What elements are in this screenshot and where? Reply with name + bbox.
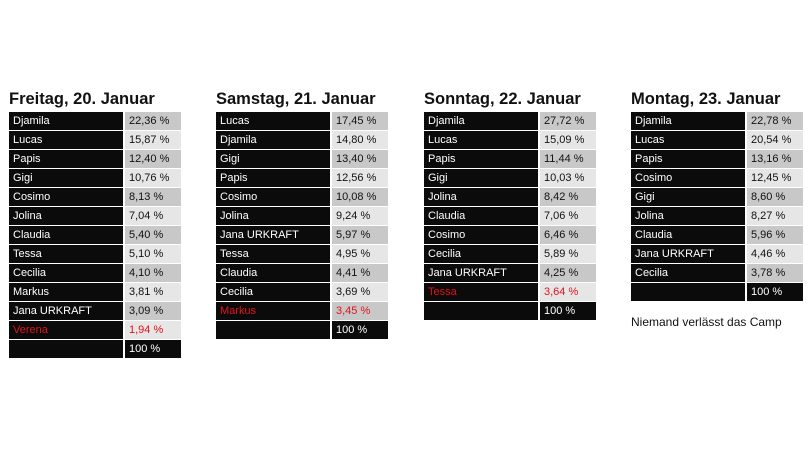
vote-percentage: 5,97 %: [332, 226, 388, 245]
vote-percentage: 9,24 %: [332, 207, 388, 226]
vote-percentage: 5,10 %: [125, 245, 181, 264]
candidate-name: Djamila: [216, 131, 330, 150]
vote-percentage: 8,13 %: [125, 188, 181, 207]
table-row: [424, 150, 596, 169]
table-row: [9, 245, 181, 264]
candidate-name: Cosimo: [216, 188, 330, 207]
candidate-name: Jana URKRAFT: [216, 226, 330, 245]
table-row: [216, 283, 388, 302]
vote-percentage: 15,09 %: [540, 131, 596, 150]
candidate-name: Jolina: [216, 207, 330, 226]
table-row: [9, 131, 181, 150]
total-value: 100 %: [332, 321, 388, 340]
candidate-name: Claudia: [631, 226, 745, 245]
vote-percentage: 17,45 %: [332, 112, 388, 131]
candidate-name: Jana URKRAFT: [9, 302, 123, 321]
vote-percentage: 7,04 %: [125, 207, 181, 226]
day-title: Sonntag, 22. Januar: [424, 90, 581, 108]
candidate-name: Tessa: [9, 245, 123, 264]
candidate-name: Claudia: [216, 264, 330, 283]
candidate-name: Cosimo: [424, 226, 538, 245]
table-row: [631, 169, 803, 188]
vote-percentage: 12,40 %: [125, 150, 181, 169]
table-row: [631, 207, 803, 226]
candidate-name: Lucas: [631, 131, 745, 150]
table-row: [631, 150, 803, 169]
vote-percentage: 7,06 %: [540, 207, 596, 226]
candidate-name: Papis: [424, 150, 538, 169]
vote-percentage: 4,25 %: [540, 264, 596, 283]
vote-percentage: 11,44 %: [540, 150, 596, 169]
vote-percentage: 1,94 %: [125, 321, 181, 340]
table-row: [216, 131, 388, 150]
candidate-name: Cecilia: [9, 264, 123, 283]
vote-percentage: 10,03 %: [540, 169, 596, 188]
vote-percentage: 13,16 %: [747, 150, 803, 169]
total-row: [631, 283, 803, 302]
vote-rows: [216, 112, 388, 340]
vote-percentage: 12,56 %: [332, 169, 388, 188]
vote-percentage: 3,78 %: [747, 264, 803, 283]
table-row: [9, 283, 181, 302]
vote-percentage: 22,36 %: [125, 112, 181, 131]
table-row: [9, 321, 181, 340]
candidate-name: Jolina: [9, 207, 123, 226]
vote-percentage: 15,87 %: [125, 131, 181, 150]
table-row: [9, 207, 181, 226]
vote-percentage: 20,54 %: [747, 131, 803, 150]
table-row: [9, 169, 181, 188]
vote-percentage: 3,69 %: [332, 283, 388, 302]
candidate-name: Djamila: [424, 112, 538, 131]
table-row: [216, 112, 388, 131]
table-row: [424, 131, 596, 150]
table-row: [631, 112, 803, 131]
table-row: [216, 150, 388, 169]
candidate-name: Cosimo: [631, 169, 745, 188]
vote-percentage: 4,46 %: [747, 245, 803, 264]
candidate-name: Claudia: [9, 226, 123, 245]
vote-percentage: 13,40 %: [332, 150, 388, 169]
vote-rows: [631, 112, 803, 329]
total-row: [216, 321, 388, 340]
table-row: [216, 264, 388, 283]
vote-percentage: 4,95 %: [332, 245, 388, 264]
candidate-name: Djamila: [631, 112, 745, 131]
vote-percentage: 10,76 %: [125, 169, 181, 188]
table-row: [9, 226, 181, 245]
vote-percentage: 4,10 %: [125, 264, 181, 283]
total-blank-cell: [631, 283, 745, 302]
candidate-name: Lucas: [216, 112, 330, 131]
total-value: 100 %: [125, 340, 181, 359]
day-title: Montag, 23. Januar: [631, 90, 781, 108]
candidate-name: Verena: [9, 321, 123, 340]
candidate-name: Cosimo: [9, 188, 123, 207]
vote-percentage: 5,89 %: [540, 245, 596, 264]
candidate-name: Lucas: [9, 131, 123, 150]
candidate-name: Papis: [631, 150, 745, 169]
total-blank-cell: [9, 340, 123, 359]
table-row: [631, 245, 803, 264]
candidate-name: Gigi: [9, 169, 123, 188]
candidate-name: Claudia: [424, 207, 538, 226]
vote-percentage: 12,45 %: [747, 169, 803, 188]
day-title: Freitag, 20. Januar: [9, 90, 155, 108]
candidate-name: Jolina: [631, 207, 745, 226]
vote-percentage: 4,41 %: [332, 264, 388, 283]
table-row: [9, 302, 181, 321]
table-row: [424, 169, 596, 188]
table-row: [216, 207, 388, 226]
vote-percentage: 14,80 %: [332, 131, 388, 150]
vote-percentage: 22,78 %: [747, 112, 803, 131]
table-row: [216, 188, 388, 207]
candidate-name: Jolina: [424, 188, 538, 207]
table-row: [424, 207, 596, 226]
total-row: [424, 302, 596, 321]
vote-percentage: 5,40 %: [125, 226, 181, 245]
total-value: 100 %: [540, 302, 596, 321]
candidate-name: Papis: [9, 150, 123, 169]
day-table-freitag: [9, 90, 181, 359]
total-value: 100 %: [747, 283, 803, 302]
total-blank-cell: [216, 321, 330, 340]
day-table-sonntag: [424, 90, 596, 321]
vote-percentage: 8,60 %: [747, 188, 803, 207]
candidate-name: Djamila: [9, 112, 123, 131]
candidate-name: Papis: [216, 169, 330, 188]
table-row: [424, 245, 596, 264]
candidate-name: Tessa: [424, 283, 538, 302]
table-row: [216, 245, 388, 264]
day-title: Samstag, 21. Januar: [216, 90, 376, 108]
table-row: [216, 302, 388, 321]
vote-percentage: 6,46 %: [540, 226, 596, 245]
candidate-name: Cecilia: [424, 245, 538, 264]
day-table-samstag: [216, 90, 388, 340]
vote-percentage: 27,72 %: [540, 112, 596, 131]
vote-percentage: 3,45 %: [332, 302, 388, 321]
vote-rows: [424, 112, 596, 321]
total-row: [9, 340, 181, 359]
candidate-name: Cecilia: [631, 264, 745, 283]
table-row: [424, 283, 596, 302]
day-note: Niemand verlässt das Camp: [631, 315, 782, 329]
total-blank-cell: [424, 302, 538, 321]
vote-percentage: 3,81 %: [125, 283, 181, 302]
table-row: [9, 112, 181, 131]
table-row: [631, 131, 803, 150]
table-row: [424, 264, 596, 283]
candidate-name: Markus: [9, 283, 123, 302]
table-row: [9, 264, 181, 283]
candidate-name: Jana URKRAFT: [424, 264, 538, 283]
candidate-name: Gigi: [216, 150, 330, 169]
day-table-montag: [631, 90, 803, 329]
table-row: [216, 169, 388, 188]
table-row: [631, 226, 803, 245]
table-row: [9, 150, 181, 169]
table-row: [424, 188, 596, 207]
table-row: [216, 226, 388, 245]
candidate-name: Gigi: [631, 188, 745, 207]
vote-percentage: 8,42 %: [540, 188, 596, 207]
table-row: [9, 188, 181, 207]
vote-rows: [9, 112, 181, 359]
vote-percentage: 3,09 %: [125, 302, 181, 321]
vote-percentage: 8,27 %: [747, 207, 803, 226]
candidate-name: Cecilia: [216, 283, 330, 302]
candidate-name: Lucas: [424, 131, 538, 150]
vote-percentage: 3,64 %: [540, 283, 596, 302]
candidate-name: Markus: [216, 302, 330, 321]
table-row: [424, 112, 596, 131]
table-row: [631, 188, 803, 207]
vote-percentage: 5,96 %: [747, 226, 803, 245]
candidate-name: Jana URKRAFT: [631, 245, 745, 264]
candidate-name: Gigi: [424, 169, 538, 188]
table-row: [631, 264, 803, 283]
vote-percentage: 10,08 %: [332, 188, 388, 207]
table-row: [424, 226, 596, 245]
candidate-name: Tessa: [216, 245, 330, 264]
